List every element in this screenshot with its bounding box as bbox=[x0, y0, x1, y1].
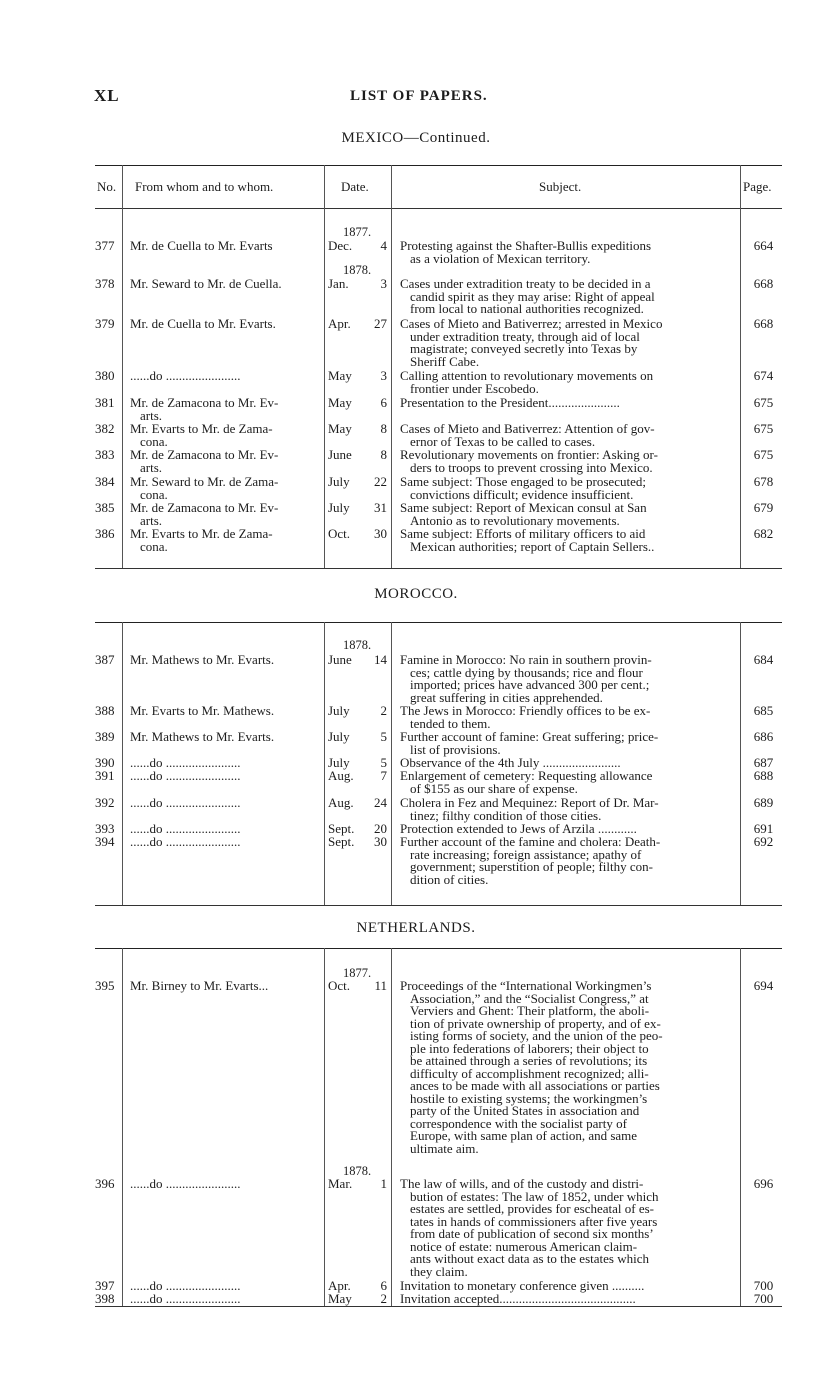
subject-line: ants without exact data as to the estates which bbox=[410, 1251, 649, 1266]
date-day: 20 bbox=[374, 821, 387, 836]
paper-number: 383 bbox=[95, 447, 115, 462]
header-rule bbox=[95, 208, 782, 209]
from-to bbox=[130, 1178, 320, 1191]
subject-line: candid spirit as they may arise: Right of appeal bbox=[410, 288, 655, 304]
from-to-line: arts. bbox=[140, 512, 163, 528]
subject bbox=[400, 423, 736, 448]
subject bbox=[400, 449, 736, 474]
paper-number: 393 bbox=[95, 821, 115, 836]
paper-number: 395 bbox=[95, 978, 115, 993]
date-day: 22 bbox=[374, 474, 387, 489]
subject-line: Cases of Mieto and Bativerrez: Attention of gov- bbox=[400, 421, 655, 436]
from-to-line: cona. bbox=[140, 538, 168, 554]
date-month: Oct. bbox=[328, 526, 351, 541]
paper-number: 387 bbox=[95, 652, 115, 667]
paper-number: 392 bbox=[95, 795, 115, 810]
from-to bbox=[130, 397, 320, 422]
column-divider bbox=[122, 622, 123, 905]
subject-line: ders to troops to prevent crossing into Mexico. bbox=[410, 459, 653, 475]
subject bbox=[400, 528, 736, 553]
subject-line: government; superstition of people; filthy con- bbox=[410, 859, 653, 874]
paper-number: 394 bbox=[95, 834, 115, 849]
subject-line: list of provisions. bbox=[410, 741, 501, 757]
page-reference: 687 bbox=[753, 755, 774, 770]
page-reference: 675 bbox=[753, 395, 774, 410]
date-month: May bbox=[328, 368, 352, 383]
table-bottom-rule bbox=[95, 1306, 782, 1307]
date-month: May bbox=[328, 395, 352, 410]
subject-line: Antonio as to revolutionary movements. bbox=[410, 512, 620, 528]
from-to bbox=[130, 797, 320, 810]
from-to bbox=[130, 449, 320, 474]
from-to bbox=[130, 731, 320, 744]
column-header-page: Page. bbox=[743, 179, 772, 194]
date-year: 1878. bbox=[343, 263, 372, 277]
subject-line: from local to national authorities recognized. bbox=[410, 301, 644, 316]
subject-line: bution of estates: The law of 1852, under which bbox=[410, 1188, 659, 1204]
subject-line: Presentation to the President...................... bbox=[400, 395, 620, 410]
paper-number: 389 bbox=[95, 729, 115, 744]
from-to-line: Mr. Mathews to Mr. Evarts. bbox=[130, 652, 275, 667]
from-to-line: Mr. Mathews to Mr. Evarts. bbox=[130, 729, 275, 744]
from-to-line: Mr. Seward to Mr. de Cuella. bbox=[130, 276, 282, 291]
date-month: Sept. bbox=[328, 821, 355, 836]
subject bbox=[400, 836, 736, 886]
from-to-line: Mr. Seward to Mr. de Zama- bbox=[130, 474, 279, 489]
subject-line: Sheriff Cabe. bbox=[410, 353, 480, 369]
paper-number: 381 bbox=[95, 395, 115, 410]
column-divider bbox=[740, 622, 741, 905]
from-to bbox=[130, 278, 320, 291]
page-reference: 696 bbox=[753, 1176, 774, 1191]
from-to bbox=[130, 240, 320, 253]
subject-line: Same subject: Report of Mexican consul at San bbox=[400, 500, 647, 515]
from-to-line: ......do ....................... bbox=[130, 1176, 241, 1191]
paper-number: 377 bbox=[95, 238, 115, 253]
from-to bbox=[130, 476, 320, 501]
page-reference: 674 bbox=[753, 368, 774, 383]
date-month: June bbox=[328, 652, 352, 667]
subject-line: Further account of famine: Great suffering; price- bbox=[400, 729, 659, 744]
paper-number: 398 bbox=[95, 1291, 115, 1306]
date-month: Jan. bbox=[328, 276, 349, 291]
subject-line: ultimate aim. bbox=[410, 1140, 479, 1156]
papers-table bbox=[95, 948, 782, 1306]
subject-line: Proceedings of the “International Workingmen’s bbox=[400, 978, 652, 993]
from-to-line: ......do ....................... bbox=[130, 834, 241, 849]
table-top-rule bbox=[95, 622, 782, 623]
page-reference: 692 bbox=[753, 834, 774, 849]
page-reference: 686 bbox=[753, 729, 774, 744]
date-year: 1878. bbox=[343, 638, 372, 652]
column-divider bbox=[324, 165, 325, 568]
date-month: June bbox=[328, 447, 352, 462]
date-month: July bbox=[328, 755, 350, 770]
subject-line: under extradition treaty, through aid of local bbox=[410, 328, 640, 344]
paper-number: 384 bbox=[95, 474, 115, 489]
subject-line: Cholera in Fez and Mequinez: Report of Dr. Mar- bbox=[400, 795, 659, 810]
subject-line: ces; cattle dying by thousands; rice and flour bbox=[410, 664, 643, 680]
date-day: 5 bbox=[380, 755, 387, 770]
subject-line: hostile to existing systems; the workingmen’s bbox=[410, 1090, 648, 1106]
subject-line: Protection extended to Jews of Arzila ............ bbox=[400, 821, 637, 836]
from-to bbox=[130, 370, 320, 383]
date-day: 2 bbox=[380, 1291, 387, 1306]
subject bbox=[400, 731, 736, 756]
column-divider bbox=[122, 948, 123, 1306]
section-title: NETHERLANDS. bbox=[356, 920, 476, 936]
subject-line: great suffering in cities apprehended. bbox=[410, 689, 603, 705]
page-title: LIST OF PAPERS. bbox=[350, 88, 488, 104]
page-reference: 685 bbox=[753, 703, 774, 718]
paper-number: 391 bbox=[95, 768, 115, 783]
subject-line: as a violation of Mexican territory. bbox=[410, 250, 591, 266]
subject-line: Europe, with same plan of action, and same bbox=[410, 1128, 638, 1143]
date-month: July bbox=[328, 474, 350, 489]
from-to-line: ......do ....................... bbox=[130, 795, 241, 810]
subject bbox=[400, 980, 736, 1155]
subject-line: tinez; filthy condition of those cities. bbox=[410, 807, 602, 823]
from-to-line: cona. bbox=[140, 486, 168, 502]
date-day: 7 bbox=[380, 768, 387, 783]
subject bbox=[400, 476, 736, 501]
subject-line: they claim. bbox=[410, 1263, 468, 1279]
subject-line: The law of wills, and of the custody and distri- bbox=[400, 1176, 644, 1191]
page-number: XL bbox=[94, 86, 120, 105]
date-day: 5 bbox=[380, 729, 387, 744]
from-to-line: cona. bbox=[140, 433, 168, 449]
paper-number: 379 bbox=[95, 316, 115, 331]
column-divider bbox=[740, 948, 741, 1306]
papers-table bbox=[95, 165, 782, 568]
from-to-line: arts. bbox=[140, 407, 163, 423]
page-reference: 689 bbox=[753, 795, 774, 810]
subject-line: of $155 as our share of expense. bbox=[410, 780, 578, 796]
subject-line: Famine in Morocco: No rain in southern provin- bbox=[400, 652, 652, 667]
page-reference: 668 bbox=[753, 276, 774, 291]
from-to-line: Mr. de Cuella to Mr. Evarts. bbox=[130, 316, 276, 331]
subject-line: Cases under extradition treaty to be decided in a bbox=[400, 276, 651, 291]
date-day: 6 bbox=[380, 1278, 387, 1293]
from-to bbox=[130, 770, 320, 783]
from-to-line: ......do ....................... bbox=[130, 1291, 241, 1306]
page-reference: 675 bbox=[753, 447, 774, 462]
table-top-rule bbox=[95, 165, 782, 166]
table-bottom-rule bbox=[95, 568, 782, 569]
subject-line: Association,” and the “Socialist Congress,” at bbox=[410, 990, 649, 1006]
column-divider bbox=[391, 165, 392, 568]
from-to bbox=[130, 980, 320, 993]
date-month: Mar. bbox=[328, 1176, 353, 1191]
subject-line: ances to be made with all associations or parties bbox=[410, 1078, 660, 1093]
from-to-line: ......do ....................... bbox=[130, 1278, 241, 1293]
subject bbox=[400, 705, 736, 730]
subject-line: difficulty of accomplishment recognized; alli- bbox=[410, 1065, 649, 1081]
column-header-subject: Subject. bbox=[539, 179, 582, 194]
subject bbox=[400, 397, 736, 410]
subject-line: Same subject: Those engaged to be prosecuted; bbox=[400, 474, 646, 489]
column-divider bbox=[324, 948, 325, 1306]
date-day: 31 bbox=[374, 500, 387, 515]
subject-line: from date of publication of second six months’ bbox=[410, 1226, 654, 1241]
from-to-line: Mr. Evarts to Mr. de Zama- bbox=[130, 526, 273, 541]
from-to bbox=[130, 423, 320, 448]
subject-line: Revolutionary movements on frontier: Asking or- bbox=[400, 447, 658, 462]
date-year: 1877. bbox=[343, 225, 372, 239]
subject bbox=[400, 240, 736, 265]
from-to bbox=[130, 836, 320, 849]
subject-line: tates in hands of commissioners after five years bbox=[410, 1213, 658, 1229]
subject-line: ple into federations of laborers; their object to bbox=[410, 1040, 649, 1056]
date-month: July bbox=[328, 703, 350, 718]
from-to-line: Mr. de Zamacona to Mr. Ev- bbox=[130, 395, 279, 410]
subject-line: Enlargement of cemetery: Requesting allowance bbox=[400, 768, 653, 783]
date-month: July bbox=[328, 500, 350, 515]
page-reference: 679 bbox=[753, 500, 774, 515]
from-to bbox=[130, 705, 320, 718]
page-reference: 664 bbox=[753, 238, 774, 253]
column-header-no: No. bbox=[97, 179, 117, 194]
subject-line: magistrate; conveyed secretly into Texas by bbox=[410, 341, 638, 356]
date-month: Dec. bbox=[328, 238, 353, 253]
subject bbox=[400, 1178, 736, 1278]
subject-line: Verviers and Ghent: Their platform, the aboli- bbox=[410, 1003, 650, 1018]
paper-number: 390 bbox=[95, 755, 115, 770]
date-day: 1 bbox=[380, 1176, 387, 1191]
date-day: 8 bbox=[380, 421, 387, 436]
paper-number: 397 bbox=[95, 1278, 115, 1293]
subject-line: The Jews in Morocco: Friendly offices to be ex- bbox=[400, 703, 651, 718]
subject-line: convictions difficult; evidence insufficient. bbox=[410, 486, 634, 502]
page-reference: 682 bbox=[753, 526, 774, 541]
subject-line: tion of private ownership of property, and of ex- bbox=[410, 1015, 661, 1031]
column-divider bbox=[122, 165, 123, 568]
subject bbox=[400, 654, 736, 704]
date-day: 6 bbox=[380, 395, 387, 410]
from-to bbox=[130, 502, 320, 527]
column-divider bbox=[391, 948, 392, 1306]
from-to-line: Mr. de Zamacona to Mr. Ev- bbox=[130, 500, 279, 515]
from-to-line: ......do ....................... bbox=[130, 821, 241, 836]
subject-line: tended to them. bbox=[410, 715, 491, 731]
subject-line: isting forms of society, and the union of the peo- bbox=[410, 1028, 663, 1043]
date-day: 24 bbox=[374, 795, 387, 810]
date-month: May bbox=[328, 1291, 352, 1306]
paper-number: 396 bbox=[95, 1176, 115, 1191]
date-year: 1877. bbox=[343, 966, 372, 980]
from-to-line: Mr. Evarts to Mr. Mathews. bbox=[130, 703, 275, 718]
page-reference: 684 bbox=[753, 652, 774, 667]
paper-number: 378 bbox=[95, 276, 115, 291]
subject-line: frontier under Escobedo. bbox=[410, 380, 539, 396]
subject bbox=[400, 370, 736, 395]
page-reference: 688 bbox=[753, 768, 774, 783]
subject-line: rate increasing; foreign assistance; apathy of bbox=[410, 846, 642, 862]
from-to-line: Mr. Evarts to Mr. de Zama- bbox=[130, 421, 273, 436]
date-day: 4 bbox=[380, 238, 387, 253]
subject-line: Invitation to monetary conference given .......... bbox=[400, 1278, 645, 1293]
table-bottom-rule bbox=[95, 905, 782, 906]
date-year: 1878. bbox=[343, 1164, 372, 1178]
column-header-date: Date. bbox=[341, 179, 369, 194]
date-month: May bbox=[328, 421, 352, 436]
papers-table bbox=[95, 622, 782, 905]
page-reference: 700 bbox=[753, 1291, 774, 1306]
from-to bbox=[130, 318, 320, 331]
date-day: 11 bbox=[374, 978, 387, 993]
date-day: 8 bbox=[380, 447, 387, 462]
date-day: 3 bbox=[380, 368, 387, 383]
section-title: MOROCCO. bbox=[374, 586, 458, 602]
date-month: July bbox=[328, 729, 350, 744]
from-to-line: Mr. Birney to Mr. Evarts... bbox=[130, 978, 269, 993]
subject-line: imported; prices have advanced 300 per cent.; bbox=[410, 677, 650, 692]
paper-number: 382 bbox=[95, 421, 115, 436]
date-day: 14 bbox=[374, 652, 387, 667]
date-month: Apr. bbox=[328, 1278, 351, 1293]
from-to bbox=[130, 654, 320, 667]
column-divider bbox=[391, 622, 392, 905]
from-to bbox=[130, 528, 320, 553]
subject bbox=[400, 797, 736, 822]
subject-line: Observance of the 4th July ........................ bbox=[400, 755, 621, 770]
column-divider bbox=[324, 622, 325, 905]
subject-line: notice of estate: numerous American claim- bbox=[410, 1238, 638, 1254]
subject-line: ernor of Texas to be called to cases. bbox=[410, 433, 596, 449]
page-reference: 694 bbox=[753, 978, 774, 993]
page-reference: 678 bbox=[753, 474, 774, 489]
subject bbox=[400, 770, 736, 795]
section-title: MEXICO—Continued. bbox=[341, 130, 491, 146]
page-reference: 700 bbox=[753, 1278, 774, 1293]
paper-number: 386 bbox=[95, 526, 115, 541]
subject bbox=[400, 1293, 736, 1306]
from-to-line: Mr. de Zamacona to Mr. Ev- bbox=[130, 447, 279, 462]
page-reference: 668 bbox=[753, 316, 774, 331]
paper-number: 388 bbox=[95, 703, 115, 718]
subject bbox=[400, 502, 736, 527]
column-divider bbox=[740, 165, 741, 568]
subject-line: Calling attention to revolutionary movements on bbox=[400, 368, 654, 383]
from-to-line: arts. bbox=[140, 459, 163, 475]
subject-line: dition of cities. bbox=[410, 871, 489, 887]
date-day: 3 bbox=[380, 276, 387, 291]
date-month: Sept. bbox=[328, 834, 355, 849]
date-day: 30 bbox=[374, 526, 387, 541]
from-to bbox=[130, 1293, 320, 1306]
date-month: Aug. bbox=[328, 768, 354, 783]
column-header-from: From whom and to whom. bbox=[135, 179, 274, 194]
date-day: 27 bbox=[374, 316, 387, 331]
page-reference: 675 bbox=[753, 421, 774, 436]
date-month: Aug. bbox=[328, 795, 354, 810]
subject-line: Protesting against the Shafter-Bullis expeditions bbox=[400, 238, 652, 253]
subject bbox=[400, 278, 736, 316]
page-reference: 691 bbox=[753, 821, 774, 836]
subject-line: be attained through a series of revolutions; its bbox=[410, 1053, 648, 1068]
paper-number: 385 bbox=[95, 500, 115, 515]
paper-number: 380 bbox=[95, 368, 115, 383]
date-day: 2 bbox=[380, 703, 387, 718]
subject-line: estates are settled, provides for escheatal of es- bbox=[410, 1201, 655, 1216]
from-to-line: ......do ....................... bbox=[130, 368, 241, 383]
table-top-rule bbox=[95, 948, 782, 949]
subject-line: Same subject: Efforts of military officers to aid bbox=[400, 526, 646, 541]
subject-line: Further account of the famine and cholera: Death- bbox=[400, 834, 661, 849]
subject-line: Invitation accepted.......................................... bbox=[400, 1291, 636, 1306]
from-to-line: Mr. de Cuella to Mr. Evarts bbox=[130, 238, 273, 253]
subject-line: Mexican authorities; report of Captain Sellers.. bbox=[410, 538, 655, 554]
date-month: Oct. bbox=[328, 978, 351, 993]
subject bbox=[400, 318, 736, 368]
date-day: 30 bbox=[374, 834, 387, 849]
subject-line: Cases of Mieto and Bativerrez; arrested in Mexico bbox=[400, 316, 663, 331]
from-to-line: ......do ....................... bbox=[130, 768, 241, 783]
subject-line: correspondence with the socialist party of bbox=[410, 1115, 627, 1131]
date-month: Apr. bbox=[328, 316, 351, 331]
subject-line: party of the United States in association and bbox=[410, 1103, 640, 1118]
from-to-line: ......do ....................... bbox=[130, 755, 241, 770]
